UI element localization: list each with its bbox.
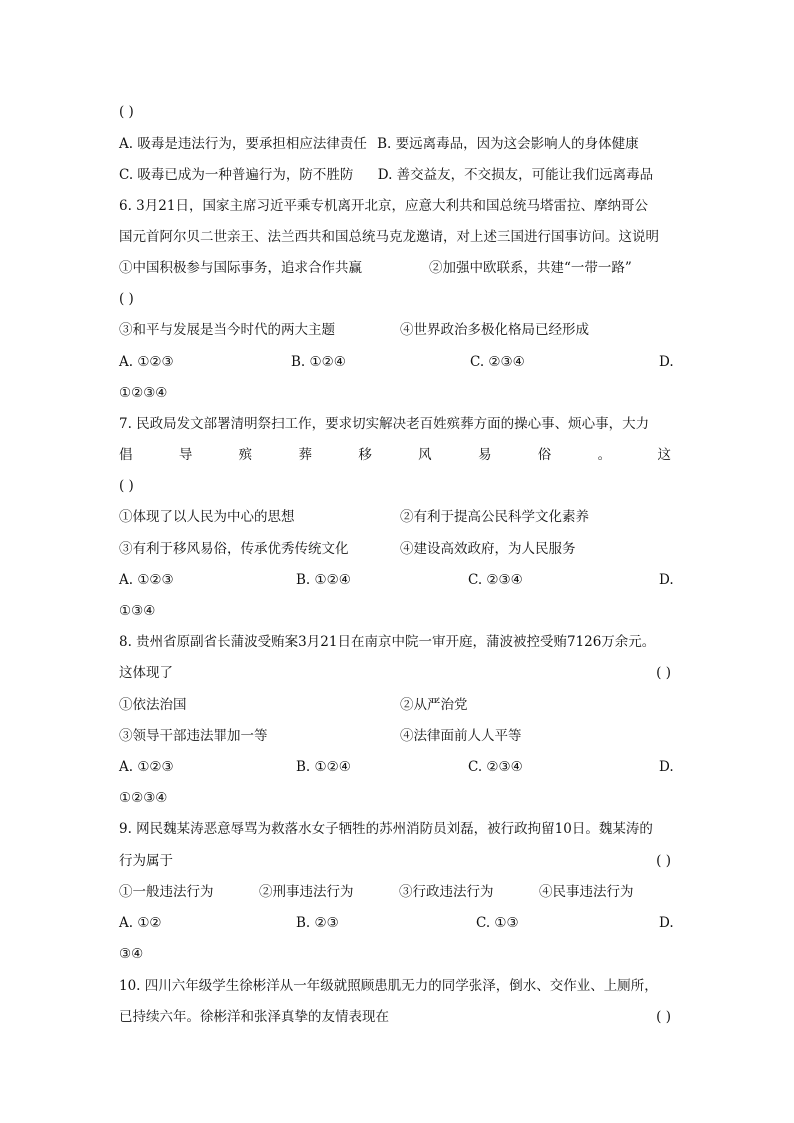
q8-item-1: ①依法治国 — [119, 697, 187, 713]
q7-item-3: ③有利于移风易俗，传承优秀传统文化 — [119, 541, 349, 557]
q10-answer-paren: ( ) — [656, 1009, 671, 1025]
q5-option-c: C. 吸毒已成为一种普遍行为，防不胜防 — [119, 167, 354, 183]
q8-item-3: ③领导干部违法罪加一等 — [119, 728, 268, 744]
q7-stem-line1: 7. 民政局发文部署清明祭扫工作，要求切实解决老百姓殡葬方面的操心事、烦心事，大力 — [119, 416, 650, 432]
q8-stem-line2-row — [119, 663, 671, 683]
q6-item-3: ③和平与发展是当今时代的两大主题 — [119, 322, 335, 338]
q6-option-d-cont: ①②③④ — [119, 385, 168, 401]
q10-stem-line1: 10. 四川六年级学生徐彬洋从一年级就照顾患肌无力的同学张泽，倒水、交作业、上厕所， — [119, 978, 658, 994]
q9-stem-line2-row — [119, 851, 671, 871]
q7-items-34 — [119, 539, 671, 559]
q9-options — [119, 913, 674, 933]
q6-items-34 — [119, 320, 671, 340]
q6-option-c: C. ②③④ — [470, 354, 525, 370]
q6-option-a: A. ①②③ — [119, 354, 174, 370]
q7-char: 移 — [358, 447, 372, 463]
q6-items-12 — [119, 258, 671, 278]
q7-option-c: C. ②③④ — [468, 572, 523, 588]
q8-option-c: C. ②③④ — [468, 759, 523, 775]
q6-option-b: B. ①②④ — [291, 354, 346, 370]
q5-options-ab — [119, 134, 671, 154]
q7-items-12 — [119, 507, 671, 527]
q7-answer-paren: ( ) — [119, 478, 134, 494]
q8-answer-paren: ( ) — [656, 665, 671, 681]
q6-stem-line2: 国元首阿尔贝二世亲王、法兰西共和国总统马克龙邀请，对上述三国进行国事访问。这说明 — [119, 229, 659, 245]
q9-item-2: ②刑事违法行为 — [259, 884, 354, 900]
q7-char: 葬 — [298, 447, 312, 463]
q6-item-2: ②加强中欧联系，共建“一带一路” — [429, 260, 632, 276]
q8-item-4: ④法律面前人人平等 — [400, 728, 522, 744]
q7-char: 易 — [477, 447, 492, 463]
q7-options — [119, 570, 674, 590]
q6-answer-paren: ( ) — [119, 291, 134, 307]
q9-option-a: A. ①② — [119, 915, 162, 931]
q7-char: 。 — [597, 447, 612, 463]
q7-char: 风 — [418, 447, 432, 463]
q5-option-b: B. 要远离毒品，因为这会影响人的身体健康 — [377, 136, 639, 152]
q7-stem-line2 — [119, 445, 671, 465]
q6-options — [119, 352, 674, 372]
q7-item-2: ②有利于提高公民科学文化素养 — [400, 509, 589, 525]
q8-options — [119, 757, 674, 777]
q8-option-d-cont: ①②③④ — [119, 790, 168, 806]
q5-option-a: A. 吸毒是违法行为，要承担相应法律责任 — [119, 136, 367, 152]
q7-char: 这 — [657, 447, 671, 463]
q9-option-d-cont: ③④ — [119, 946, 144, 962]
q7-option-b: B. ①②④ — [296, 572, 351, 588]
q6-option-d: D. — [659, 354, 674, 370]
q9-stem-line1: 9. 网民魏某涛恶意辱骂为救落水女子牺牲的苏州消防员刘磊，被行政拘留10日。魏某涛的 — [119, 821, 653, 837]
q9-answer-paren: ( ) — [656, 853, 671, 869]
q6-stem-line1: 6. 3月21日，国家主席习近平乘专机离开北京，应意大利共和国总统马塔雷拉、摩纳哥公 — [119, 198, 648, 214]
q8-item-2: ②从严治党 — [400, 697, 468, 713]
q8-option-b: B. ①②④ — [296, 759, 351, 775]
q9-items — [119, 882, 671, 902]
q7-char: 俗 — [537, 447, 552, 463]
q9-option-c: C. ①③ — [476, 915, 519, 931]
q8-items-34 — [119, 726, 671, 746]
q8-stem-line1: 8. 贵州省原副省长蒲波受贿案3月21日在南京中院一审开庭，蒲波被控受贿7126万余元。 — [119, 634, 656, 650]
q9-item-1: ①一般违法行为 — [119, 884, 214, 900]
q6-item-1: ①中国积极参与国际事务，追求合作共赢 — [119, 260, 362, 276]
q7-item-4: ④建设高效政府，为人民服务 — [400, 541, 576, 557]
q9-option-d: D. — [659, 915, 674, 931]
q9-item-4: ④民事违法行为 — [539, 884, 634, 900]
q8-items-12 — [119, 695, 671, 715]
q9-option-b: B. ②③ — [296, 915, 339, 931]
q7-char: 倡 — [119, 447, 133, 463]
q5-options-cd — [119, 165, 671, 185]
q8-option-d: D. — [659, 759, 674, 775]
q5-option-d: D. 善交益友，不交损友，可能让我们远离毒品 — [377, 167, 654, 183]
q5-answer-paren: ( ) — [119, 104, 134, 120]
q7-option-a: A. ①②③ — [119, 572, 174, 588]
q7-item-1: ①体现了以人民为中心的思想 — [119, 509, 295, 525]
q9-stem-line2: 行为属于 — [119, 853, 173, 869]
q7-char: 导 — [178, 447, 193, 463]
q7-char: 殡 — [238, 447, 253, 463]
q6-item-4: ④世界政治多极化格局已经形成 — [400, 322, 589, 338]
q7-option-d: D. — [659, 572, 674, 588]
q7-option-d-cont: ①③④ — [119, 603, 156, 619]
q8-option-a: A. ①②③ — [119, 759, 174, 775]
q8-stem-line2: 这体现了 — [119, 665, 173, 681]
q10-stem-line2: 已持续六年。徐彬洋和张泽真挚的友情表现在 — [119, 1009, 389, 1025]
q10-stem-line2-row — [119, 1007, 671, 1027]
q9-item-3: ③行政违法行为 — [399, 884, 494, 900]
